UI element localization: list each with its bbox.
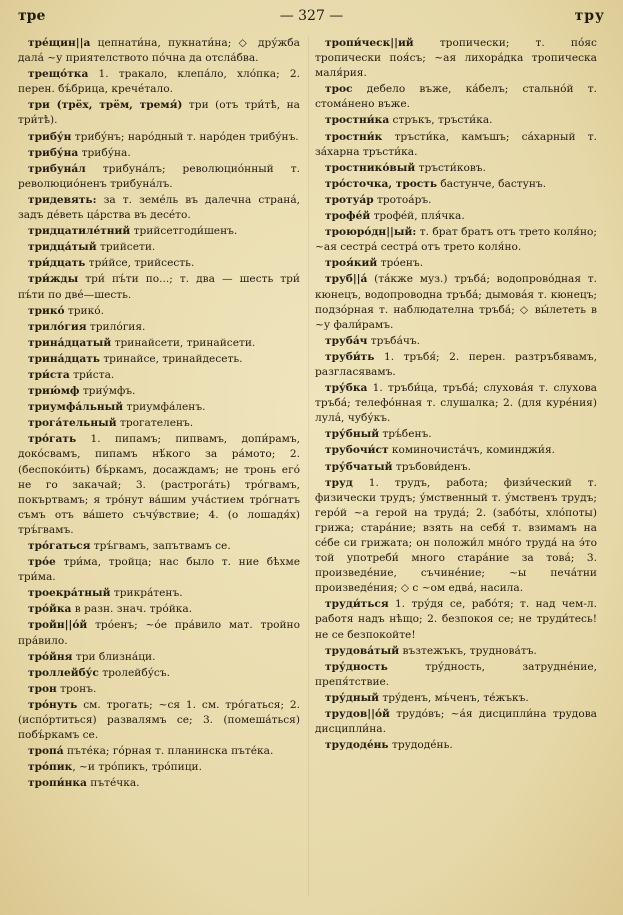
entry-definition: тринайсети, тринайсети. [111,336,256,349]
entry-headword: тро́сточка, трость [325,177,438,190]
entry-definition: трибуна́лъ; революцио́нный т. революцио́ненъ трибуна́лъ. [18,162,300,190]
entry-headword: троллейбу́с [28,666,99,679]
dictionary-entry [315,225,597,255]
dictionary-entry [315,738,597,753]
entry-headword: тро́гать [28,433,77,446]
dictionary-entry [315,177,597,192]
dictionary-entry [18,555,300,585]
entry-headword: тре́щин||а [28,37,91,49]
entry-headword: тропа́ [28,745,64,758]
dictionary-entry [18,224,300,239]
entry-definition: трогателенъ. [116,417,194,430]
entry-headword: трило́гия [28,320,87,333]
entry-headword: трина́дцатый [28,336,112,349]
dictionary-entry [18,586,300,601]
entry-headword: тропи́ческ||ий [325,37,414,49]
entry-definition: три близна́ци. [72,650,156,663]
entry-definition: цепнати́на, пукнати́на; ◇ дру́жба дала́ ~у приятелството по́чна да отсла́бва. [18,37,300,65]
entry-definition: тръ́бенъ. [379,428,432,441]
dictionary-entry [315,660,597,690]
dictionary-entry [18,146,300,161]
entry-headword: тру́бный [325,428,380,441]
entry-definition: три́йсе, трийсесть. [85,257,195,270]
page-number: — 327 — [279,8,344,24]
dictionary-entry [18,256,300,271]
entry-headword: тридцатиле́тний [28,225,131,238]
entry-headword: трию́мф [28,385,80,398]
entry-headword: три́дцать [28,257,86,270]
entry-headword: трибу́н [28,130,72,143]
dictionary-entry [18,336,300,351]
entry-headword: тро́пик [28,761,73,774]
entry-headword: труба́ч [325,334,368,347]
dictionary-entry [315,82,597,112]
entry-definition: трило́гия. [86,320,146,333]
entry-definition: тръ́гвамъ, запътвамъ се. [90,540,231,552]
dictionary-entry [315,707,597,737]
entry-definition: т. брат братъ отъ трето коля́но; ~ая сестра́ сестра́ отъ трето коля́но. [315,226,597,254]
entry-headword: трон [28,682,57,695]
entry-headword: трещо́тка [28,68,89,81]
entry-definition: тръсти́ковъ. [415,161,486,174]
dictionary-entry [18,162,300,192]
entry-definition: трибу́нъ; наро́дный т. наро́ден трибу́нъ. [71,130,299,143]
entry-definition: трикра́тенъ. [110,587,183,600]
entry-definition: три́ма, тройца; нас было т. ние бѣхме три́ма. [18,556,300,584]
entry-headword: тротуа́р [325,193,374,206]
entry-headword: трудов||о́й [325,708,390,721]
entry-headword: троекра́тный [28,587,111,600]
entry-headword: труби́ть [325,350,375,363]
entry-definition: за т. земе́ль въ далечна страна́, задъ де́веть ца́рства въ десе́то. [18,193,300,222]
entry-definition: три́ пъ́ти по...; т. два — шесть три́ пъ́ти по две́—шесть. [18,273,300,301]
entry-definition: трудо́въ; ~а́я дисципли́на трудова дисципли́на. [315,708,597,736]
entry-headword: трудоде́нь [325,739,389,752]
entry-headword: тростни́к [325,130,383,143]
entry-definition: трико́. [64,304,104,317]
dictionary-entry [18,602,300,617]
dictionary-entry [315,161,597,176]
dictionary-entry [18,67,300,97]
dictionary-entry [315,113,597,128]
entry-headword: труб||а́ [325,273,368,286]
dictionary-entry [18,320,300,335]
dictionary-entry [18,650,300,665]
entry-headword: трина́дцать [28,352,100,365]
dictionary-entry [315,460,597,475]
entry-definition: тръбови́денъ. [392,460,471,473]
dictionary-entry [315,691,597,706]
dictionary-entry [18,98,300,128]
entry-headword: тро́йня [28,650,73,663]
entry-definition: 1. тракало, клепа́ло, хло́пка; 2. перен. бъ́брица, крече́тало. [18,68,300,96]
entry-headword: тру́бчатый [325,460,393,473]
dictionary-entry [18,760,300,775]
entry-definition: 1. тръбя́; 2. перен. разтръбявамъ, разгласявамъ. [315,350,597,378]
page-header [18,8,605,30]
entry-headword: три́жды [28,273,79,286]
dictionary-entry [18,384,300,399]
entry-headword: трико́ [28,304,65,317]
dictionary-entry [315,476,597,597]
entry-definition: пъте́чка. [86,777,140,790]
dictionary-entry [18,432,300,538]
entry-definition: трудоде́нь. [388,739,453,752]
dictionary-entry [315,443,597,458]
dictionary-entry [315,334,597,349]
dictionary-entry [18,682,300,697]
entry-definition: триумфа́ленъ. [123,401,206,414]
dictionary-entry [315,350,597,380]
entry-headword: трудова́тый [325,644,400,657]
dictionary-entry [18,130,300,145]
dictionary-entry [18,776,300,791]
entry-definition: тръсти́ка, камъшъ; са́харный т. за́харна тръсти́ка. [315,130,597,158]
entry-definition: (та́кже муз.) тръба́; водопрово́дная т. кюнецъ, водопроводна тръба́; дымова́я т. кюнецъ; подзо́рная т. наблюдателна тръба́; ◇ вы́лететь в ~у фали́рамъ. [315,273,597,331]
entry-headword: троюро́дн||ый: [325,226,417,239]
dictionary-entry [18,400,300,415]
entry-definition: трийсетгоди́шенъ. [130,225,238,238]
entry-headword: тройн||о́й [28,619,88,632]
entry-headword: тру́бка [325,382,368,395]
dictionary-entry [18,618,300,648]
entry-headword: тридевять: [28,193,97,206]
entry-definition: бастунче, бастунъ. [437,177,547,190]
entry-definition: тронъ. [56,682,97,695]
entry-definition: тро́енъ. [377,257,424,270]
entry-definition: тру́денъ, мъ́ченъ, те́жъкъ. [379,691,529,704]
dictionary-entry [18,368,300,383]
entry-headword: тро́йка [28,603,72,616]
dictionary-entry [315,597,597,642]
dictionary-entry [315,193,597,208]
dictionary-entry [18,744,300,759]
dictionary-entry [18,304,300,319]
left-column [18,36,300,793]
entry-definition: , ~и тро́пикъ, тро́пици. [72,761,202,774]
dictionary-entry [18,240,300,255]
entry-headword: тру́дный [325,691,380,704]
entry-headword: три (трёх, трём, тремя́) [28,99,183,112]
entry-headword: трубочи́ст [325,444,389,457]
dictionary-entry [18,36,300,66]
dictionary-entry [18,416,300,431]
entry-headword: труд [325,476,353,489]
entry-definition: стръкъ, тръсти́ка. [389,114,493,127]
entry-definition: 1. пипамъ; пипвамъ, допи́рамъ, доко́свамъ, пипамъ нѣ́кого за ра́мото; 2. (беспоко́ить) бъ́ркамъ, досаждамъ; не тронь его́ не го закачай; 3. (растрога́ть) тро́гвамъ, покъртвамъ; я тро́нут ва́шим уча́стием тро́гнатъ съмъ отъ ва́шето съчу́вствие; 4. (о лошадя́х) тръ́гвамъ. [18,433,300,536]
column-gutter [308,36,309,896]
entry-definition: тро́енъ; ~о́е пра́вило мат. тройно пра́вило. [18,619,300,647]
entry-headword: троя́кий [325,257,378,270]
left-guide-word: тре [18,8,46,24]
dictionary-entry [18,272,300,302]
entry-definition: пъте́ка; го́рная т. планинска пъте́ка. [63,745,274,758]
entry-headword: труди́ться [325,598,389,611]
entry-definition: възтежъкъ, труднова́тъ. [399,644,537,657]
dictionary-entry [315,130,597,160]
dictionary-entry [315,427,597,442]
dictionary-entry [315,644,597,659]
dictionary-entry [18,666,300,681]
entry-definition: тролейбу́съ. [98,666,170,679]
right-guide-word: тру [574,8,605,24]
entry-definition: 1. тру́дя се, рабо́тя; т. над чем-л. работя надъ нѣщо; 2. безпокоя се; не труди́тесь! не се безпокойте! [315,598,597,641]
entry-definition: трибу́на. [78,146,131,159]
entry-definition: тропически; т. по́яс тропически поя́съ; ~ая лихора́дка тропическа маля́рия. [315,37,597,80]
entry-headword: тро́е [28,556,56,569]
entry-definition: дебело въже, ка́белъ; стально́й т. стома́нено въже. [315,83,597,111]
entry-headword: тридца́тый [28,241,97,254]
entry-definition: в разн. знач. тро́йка. [71,603,193,616]
entry-definition: 1. трудъ, работа; физи́ческий т. физически трудъ; у́мственный т. у́мственъ трудъ; геро́й ~а герой на труда́; 2. (забо́ты, хло́поты) грижа; стара́ние; взять на себя́ т. взимамъ на се́бе си грижата; он положи́л мно́го труда́ на э́то той употреби́ много стара́ние за това́; 3. произведе́ние, съчине́ние; ~ы печа́тни произведе́ния; ◇ с ~ом едва́, насила. [315,476,597,595]
entry-headword: триумфа́льный [28,401,124,414]
entry-headword: тро́гаться [28,540,91,552]
entry-definition: коминочиста́чъ, коминджи́я. [388,444,556,457]
entry-definition: три (отъ три́тѣ, на три́тѣ). [18,99,300,127]
entry-headword: тростнико́вый [325,161,416,174]
dictionary-entry [315,381,597,426]
dictionary-entry [315,36,597,81]
entry-headword: тропи́нка [28,777,87,790]
dictionary-entry [315,209,597,224]
entry-definition: см. трогать; ~ся 1. см. тро́гаться; 2. (испо́ртиться) развалямъ се; 3. (помеша́ться) побъ́ркамъ се. [18,698,300,742]
entry-definition: тринайсе, тринайдесеть. [99,352,243,365]
entry-headword: трофе́й [325,210,371,223]
entry-headword: три́ста [28,368,70,381]
dictionary-entry [18,539,300,554]
entry-headword: тростни́ка [325,114,390,127]
entry-definition: триу́мфъ. [79,385,136,398]
entry-headword: тру́дность [325,660,388,673]
entry-definition: тротоа́ръ. [373,193,432,206]
dictionary-entry [18,352,300,367]
dictionary-entry [315,256,597,271]
dictionary-entry [315,272,597,332]
entry-definition: тръба́чъ. [367,334,420,347]
dictionary-entry [18,193,300,223]
entry-headword: трога́тельный [28,417,117,430]
dictionary-entry [18,698,300,743]
entry-definition: 1. тръби́ца, тръба́; слухова́я т. слухова тръба́; телефо́нная т. слушалка; 2. (для куре́ния) лула́, чубу́къ. [315,382,597,425]
right-column [315,36,597,754]
entry-definition: тру́дность, затрудне́ние, препя́тствие. [315,660,597,688]
entry-headword: трибуна́л [28,162,86,175]
entry-definition: трийсети. [96,241,156,254]
entry-headword: трос [325,83,353,96]
entry-definition: три́ста. [69,368,115,381]
entry-definition: трофе́й, пля́чка. [370,210,465,223]
entry-headword: трибу́на [28,146,79,159]
entry-headword: тро́нуть [28,698,78,711]
